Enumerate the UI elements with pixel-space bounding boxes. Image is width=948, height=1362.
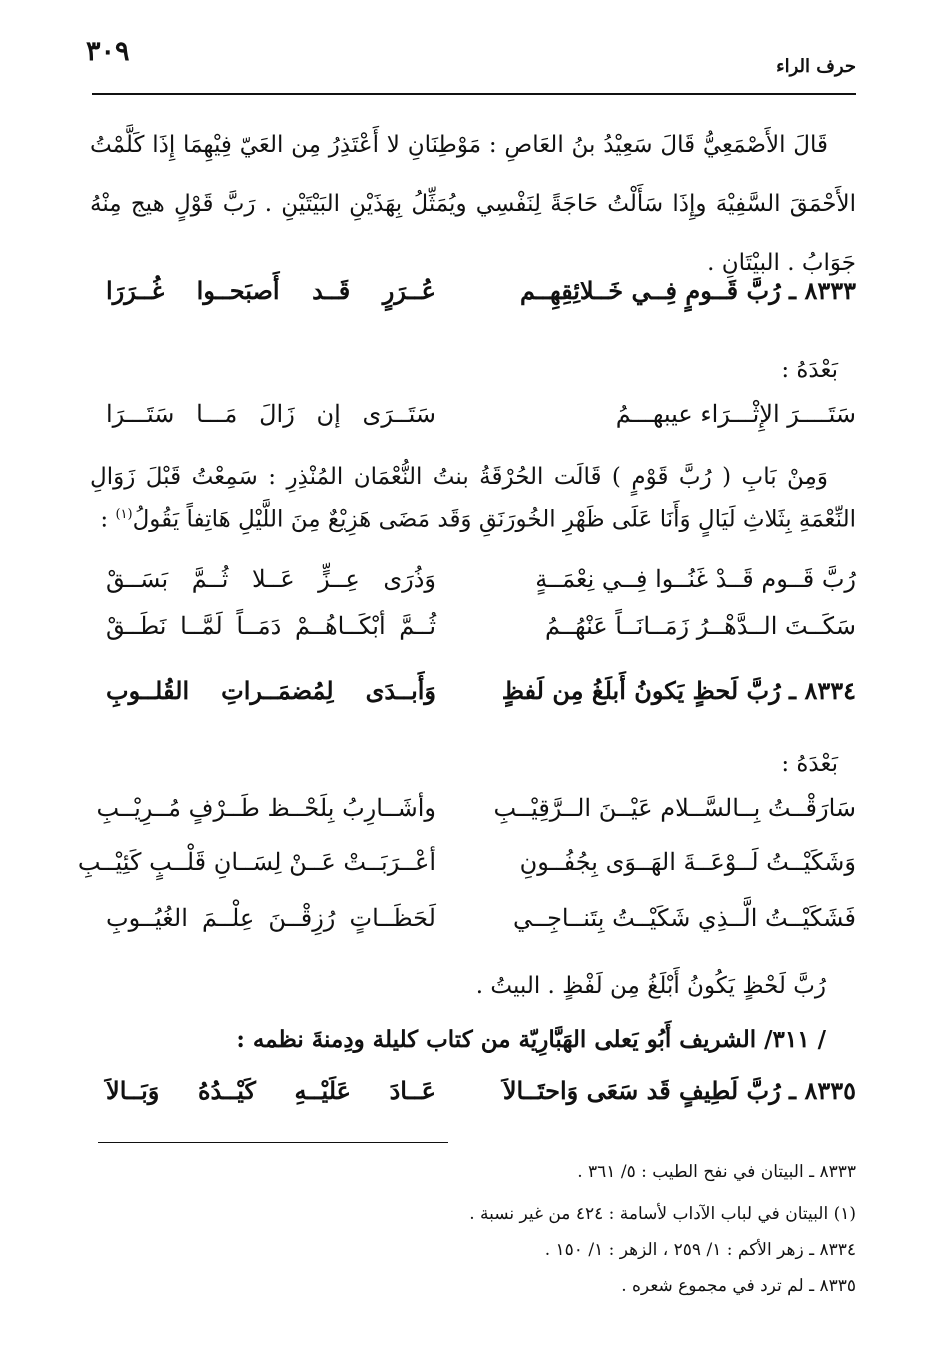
- chapter-title: حرف الراء: [776, 56, 856, 77]
- verse-8333-number: ٨٣٣٣ ـ: [789, 276, 856, 305]
- bab-footnote-marker: (١): [115, 507, 133, 522]
- bab-paragraph-text: وَمِنْ بَابِ ( رُبَّ قَوْمٍ ) قَالَت الحُرْقَةُ بنتُ النُّعْمَان المُنْذِرِ : سَمِعْتُ قَبْلَ زَوَالِ النِّعْمَةِ بِثَلاثِ لَيَالٍ وَأَنَا عَلَى ظَهْرِ الخُورَنَقِ وَقَد مَضَى هَزِيْعٌ مِنَ اللَّيْلِ هَاتِفاً يَقُولُ: [90, 464, 856, 533]
- bab-paragraph: [90, 458, 856, 539]
- verse-8334-first-hemistich: [471, 676, 856, 705]
- verse-qawm-2: [90, 612, 856, 658]
- verse-8333-first-hemistich: [471, 276, 856, 305]
- verse-lahz-3: [90, 904, 856, 950]
- footnote-8334: ٨٣٣٤ ـ زهر الأكم : ١/ ٢٥٩ ، الزهر : ١/ ١٥٠ .: [544, 1240, 856, 1260]
- verse-lahz-1-second: وأشَــارِبُ بِلَحْــظ طَــرْفٍ مُــرِيْــبِ: [96, 794, 436, 822]
- verse-8333-b-second: سَتَــرَى إن زَالَ مَـــا سَتَـــرَا: [106, 400, 436, 428]
- verse-lahz-2-first: وَشَكَيْــتُ لَــوْعَــةَ الهَــوَى بِجُفُــونِ: [519, 848, 856, 876]
- verse-qawm-2-first: سَكَــتَ الــدَّهْــرُ زَمَــانَــاً عَنْهُــمُ: [544, 612, 856, 640]
- quote-line-block: [90, 966, 856, 1006]
- quote-line: رُبَّ لَحْظٍ يَكُونُ أَبْلَغُ مِن لَفْظٍ . البيتُ .: [475, 973, 826, 999]
- bab-paragraph-block: [90, 458, 856, 539]
- after-label-1-block: [90, 350, 856, 390]
- verse-8334: [90, 676, 856, 722]
- intro-paragraph-block: [90, 116, 856, 293]
- after-label-2: بَعْدَهُ :: [781, 751, 838, 777]
- verse-lahz-3-second: لَحَظَــاتٍ رُزِقْــنَ عِلْــمَ الغُيُــوبِ: [106, 904, 436, 932]
- verse-qawm-2-second: ثُــمَّ أبْكَــاهُــمْ دَمَــاً لَمَّــا نَطَــقْ: [106, 612, 436, 640]
- verse-8334-first-text: رُبَّ لَحظٍ يَكونُ أَبلَغُ مِن لَفظٍ: [501, 676, 781, 705]
- verse-8334-number: ٨٣٣٤ ـ: [789, 676, 856, 705]
- verse-8333-second-hemistich: عُــرَرٍ قَــد أَصبَحــوا غُــرَرَا: [106, 276, 436, 305]
- verse-8333-b: [90, 400, 856, 446]
- verse-lahz-2: [77, 848, 856, 894]
- footnote-8335: ٨٣٣٥ ـ لم ترد في مجموع شعره .: [621, 1276, 856, 1296]
- section-line-block: [90, 1020, 856, 1060]
- verse-8335: [90, 1076, 856, 1122]
- verse-lahz-2-second: أعْــرَبَــتْ عَــنْ لِسَــانِ قَلْــبٍ كَئِيْــبِ: [77, 848, 436, 876]
- verse-8333-first-text: رُبَّ قَــومٍ فِــي خَــلائِقِهِــم: [519, 276, 781, 305]
- section-line: / ٣١١/ الشريف أَبُو يَعلى الهَبَّارِيّة من كتاب كليلة ودِمنةَ نظمه :: [236, 1026, 826, 1053]
- header-rule: [92, 93, 856, 95]
- verse-8333: [90, 276, 856, 322]
- verse-8335-second-hemistich: عَــادَ عَلَيْــهِ كَيْــدُهُ وَبَــالاَ: [106, 1076, 436, 1105]
- bab-paragraph-end: :: [100, 506, 116, 533]
- verse-qawm-1-first: رُبَّ قَــوم قَــدْ غَنُــوا فِــي نِعْمَــةٍ: [535, 565, 856, 593]
- verse-qawm-1-second: وَذُرَى عِــزٍّ عَــلا ثُــمَّ بَسَــقْ: [106, 565, 436, 593]
- verse-lahz-1: [90, 794, 856, 840]
- verse-8335-number: ٨٣٣٥ ـ: [789, 1076, 856, 1105]
- page-number: ٣٠٩: [86, 36, 130, 67]
- footnote-rule: [98, 1142, 448, 1143]
- after-label-2-block: [90, 744, 856, 784]
- verse-8334-second-hemistich: وَأَبــدَى لِمُضمَــراتِ القُلــوبِ: [106, 676, 436, 705]
- intro-paragraph: قَالَ الأَصْمَعِيُّ قَالَ سَعِيْدُ بنُ العَاصِ : مَوْطِنَانِ لا أَعْتَذِرُ مِن العَيّ فِيْهِمَا إِذَا كَلَّمْتُ الأَحْمَقَ السَّفِيْهَ وإِذَا سَأَلْتُ حَاجَةً لِنَفْسِي ويُمَثِّلُ بِهَذَيْنِ البَيْتَيْنِ . رَبَّ قَوْلٍ هيج مِنْهُ جَوَابُ . البيْتَانِ .: [90, 132, 856, 276]
- verse-8335-first-hemistich: [471, 1076, 856, 1105]
- verse-8335-first-text: رُبَّ لَطِيفٍ قَد سَعَى وَاحتَــالاَ: [502, 1076, 781, 1105]
- after-label-1: بَعْدَهُ :: [781, 357, 838, 383]
- footnote-8333: ٨٣٣٣ ـ البيتان في نفح الطيب : ٥/ ٣٦١ .: [577, 1162, 856, 1182]
- verse-lahz-1-first: سَارَقْــتُ بِــالسَّــلام عَيْــنَ الــرَّقِيْــبِ: [493, 794, 856, 822]
- verse-lahz-3-first: فَشَكَيْــتُ الَّــذِي شَكَيْــتُ بِتَنــاجِــي: [513, 904, 856, 932]
- footnote-1: (١) البيتان في لباب الآداب لأسامة : ٤٢٤ من غير نسبة .: [469, 1204, 856, 1224]
- verse-qawm-1: [90, 565, 856, 611]
- verse-8333-b-first: سَتَــــرَ الإِثْـــرَاء عيبهـــمُ: [615, 400, 856, 428]
